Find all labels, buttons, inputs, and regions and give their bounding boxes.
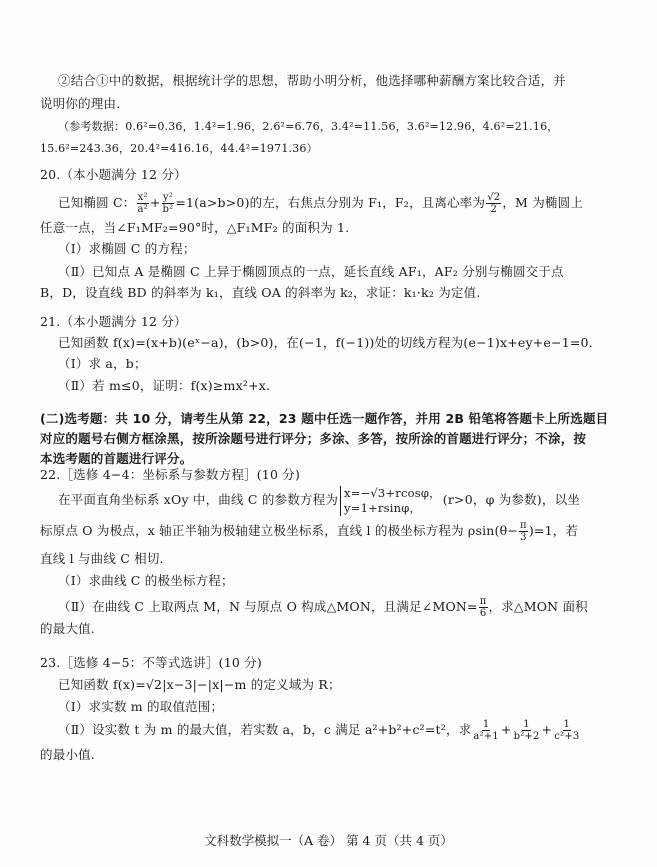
q20-statement-line1 [58, 190, 583, 216]
frac-denominator: a²+1 [473, 731, 499, 742]
q23-part2-line1 [58, 714, 581, 746]
q23-plus-2: + [541, 722, 553, 737]
q23-header: 23.［选修 4−5：不等式选讲］(10 分) [40, 655, 262, 670]
q22-part2-text-b: ，求△MON 面积 [488, 599, 588, 614]
q23-plus-1: + [500, 722, 512, 737]
q22-statement-line2 [40, 518, 578, 544]
q20-part2-line1: （Ⅱ）已知点 A 是椭圆 C 上异于椭圆顶点的一点，延长直线 AF₁，AF₂ 分别与椭圆交于点 [58, 264, 564, 279]
q21-header: 21.（本小题满分 12 分） [40, 314, 187, 329]
q22-part1: （Ⅰ）求曲线 C 的极坐标方程； [58, 573, 234, 588]
frac-denominator: 2 [490, 204, 498, 215]
page-footer: 文科数学模拟一（A 卷） 第 4 页（共 4 页） [204, 833, 453, 848]
q22-text-c: 标原点 O 为极点，x 轴正半轴为极轴建立极坐标系，直线 l 的极坐标方程为 ρsin(θ− [40, 523, 519, 538]
frac-numerator: y² [162, 192, 173, 203]
frac-denominator: b²+2 [513, 731, 540, 742]
q19-reference-data-line1: （参考数据：0.6²=0.36，1.4²=1.96，2.6²=6.76，3.4²=11.56，3.6²=12.96，4.6²=21.16， [58, 120, 559, 133]
q23-part2-line2: 的最小值. [40, 747, 95, 762]
q20-text-c: ，M 为椭圆上 [502, 195, 584, 210]
q22-part2-line2: 的最大值. [40, 621, 95, 636]
frac-denominator: 3 [520, 532, 527, 543]
q21-statement: 已知函数 f(x)=(x+b)(eˣ−a)，(b>0)，在(−1，f(−1))处的切线方程为(e−1)x+ey+e−1=0. [58, 335, 593, 350]
q23-frac-b [513, 719, 541, 742]
q20-part1: （Ⅰ）求椭圆 C 的方程； [58, 241, 196, 256]
q20-statement-line2: 任意一点，当∠F₁MF₂=90°时，△F₁MF₂ 的面积为 1. [40, 220, 350, 235]
q22-text-a: 在平面直角坐标系 xOy 中，曲线 C 的参数方程为 [58, 492, 339, 507]
q22-text-d: )=1，若 [528, 523, 579, 538]
frac-denominator: b² [162, 204, 174, 215]
q22-header: 22.［选修 4−4：坐标系与参数方程］(10 分) [40, 467, 301, 482]
q22-part2-line1 [58, 594, 588, 620]
q20-text-a: 已知椭圆 C： [58, 195, 136, 210]
frac-denominator: 6 [479, 608, 487, 619]
q22-frac-pi-3 [519, 520, 528, 543]
q22-parametric-system [340, 486, 441, 516]
q23-statement: 已知函数 f(x)=√2|x−3|−|x|−m 的定义域为 R； [58, 677, 341, 692]
q23-part2-text: （Ⅱ）设实数 t 为 m 的最大值，若实数 a，b，c 满足 a²+b²+c²=t²，求 [58, 722, 472, 737]
q22-statement-line1 [58, 484, 580, 516]
q21-part1: （Ⅰ）求 a，b； [58, 356, 147, 371]
q20-frac-x2-a2 [136, 192, 148, 215]
q20-frac-eccentricity [486, 192, 501, 215]
frac-numerator: 1 [523, 719, 530, 730]
q19-reference-data-line2: 15.6²=243.36，20.4²=416.16，44.4²=1971.36） [40, 142, 318, 155]
frac-numerator: π [520, 520, 527, 531]
q22-text-b: (r>0，φ 为参数)，以坐 [442, 492, 580, 507]
frac-denominator: c²+3 [554, 731, 580, 742]
q19-part2-line2: 说明你的理由. [40, 96, 121, 111]
frac-numerator: 1 [563, 719, 571, 730]
frac-numerator: π [479, 596, 487, 607]
q23-part1: （Ⅰ）求实数 m 的取值范围； [58, 699, 224, 714]
frac-denominator: a² [137, 204, 148, 215]
q22-statement-line3: 直线 l 与曲线 C 相切. [40, 551, 164, 566]
q20-plus: + [149, 195, 161, 210]
q23-frac-a [472, 719, 500, 742]
q20-frac-y2-b2 [162, 192, 175, 215]
q22-frac-pi-6 [479, 596, 488, 619]
q19-part2-line1: ②结合①中的数据，根据统计学的思想，帮助小明分析，他选择哪种薪酬方案比较合适，并 [58, 73, 567, 88]
q20-header: 20.（本小题满分 12 分） [40, 167, 187, 182]
elective-instructions-line3: 本选考题的首题进行评分。 [40, 451, 193, 466]
q23-frac-c [553, 719, 580, 742]
q22-system-eq2: y=1+rsinφ， [344, 500, 422, 515]
q20-text-b: =1(a>b>0)的左，右焦点分别为 F₁，F₂，且离心率为 [175, 195, 486, 210]
frac-numerator: 1 [482, 719, 490, 730]
q21-part2: （Ⅱ）若 m≤0，证明：f(x)≥mx²+x. [58, 378, 271, 393]
q22-system-eq1: x=−√3+rcosφ， [344, 485, 441, 500]
elective-instructions-line1: (二)选考题：共 10 分，请考生从第 22，23 题中任选一题作答，并用 2B 铅笔将答题卡上所选题目 [40, 411, 609, 426]
frac-numerator: x² [137, 192, 148, 203]
q20-part2-line2: B，D，设直线 BD 的斜率为 k₁，直线 OA 的斜率为 k₂，求证：k₁·k₂ 为定值. [40, 285, 481, 300]
frac-numerator: √2 [487, 192, 501, 203]
elective-instructions-line2: 对应的题号右侧方框涂黑，按所涂题号进行评分；多涂、多答，按所涂的首题进行评分；不涂，按 [40, 431, 587, 446]
q22-part2-text-a: （Ⅱ）在曲线 C 上取两点 M，N 与原点 O 构成△MON，且满足∠MON= [58, 599, 478, 614]
